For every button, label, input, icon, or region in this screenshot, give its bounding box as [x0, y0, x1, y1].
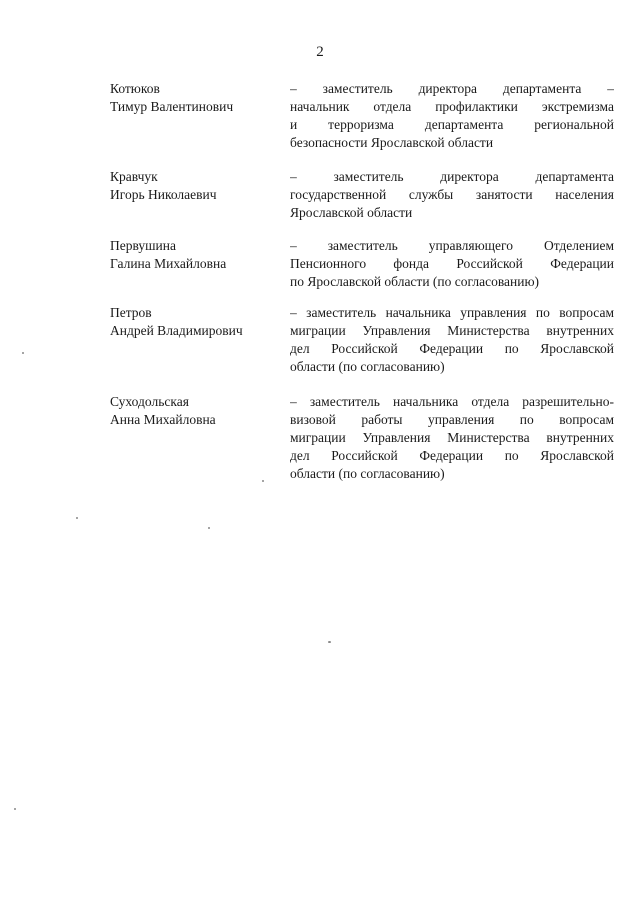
member-name — [110, 237, 275, 273]
position-line: безопасности Ярославской области — [290, 135, 494, 150]
position-line: – заместитель начальника управления по вопросам — [290, 305, 614, 320]
position-line: миграции Управления Министерства внутренних — [290, 323, 614, 338]
scan-speck — [14, 808, 16, 810]
scan-speck — [262, 480, 264, 482]
member-given-names: Андрей Владимирович — [110, 323, 243, 338]
member-position — [290, 304, 614, 376]
member-surname: Петров — [110, 305, 152, 320]
scan-speck — [328, 641, 331, 643]
position-line: миграции Управления Министерства внутренних — [290, 430, 614, 445]
member-position — [290, 393, 614, 483]
member-position — [290, 80, 614, 152]
position-line: – заместитель директора департамента – — [290, 81, 614, 96]
position-line: области (по согласованию) — [290, 466, 445, 481]
position-line: визовой работы управления по вопросам — [290, 412, 614, 427]
member-name — [110, 393, 275, 429]
member-surname: Котюков — [110, 81, 160, 96]
member-name — [110, 304, 275, 340]
position-line: Пенсионного фонда Российской Федерации — [290, 256, 614, 271]
member-position — [290, 168, 614, 222]
position-line: по Ярославской области (по согласованию) — [290, 274, 540, 289]
position-line: Ярославской области — [290, 205, 413, 220]
position-line: дел Российской Федерации по Ярославской — [290, 341, 614, 356]
member-surname: Первушина — [110, 238, 176, 253]
scan-speck — [208, 527, 210, 529]
position-line: – заместитель управляющего Отделением — [290, 238, 614, 253]
position-line: – заместитель директора департамента — [290, 169, 614, 184]
position-line: начальник отдела профилактики экстремизма — [290, 99, 614, 114]
member-given-names: Игорь Николаевич — [110, 187, 217, 202]
position-line: дел Российской Федерации по Ярославской — [290, 448, 614, 463]
position-line: государственной службы занятости населения — [290, 187, 614, 202]
page-number: 2 — [316, 44, 324, 60]
position-line: области (по согласованию) — [290, 359, 445, 374]
member-name — [110, 168, 275, 204]
member-given-names: Тимур Валентинович — [110, 99, 234, 114]
member-surname: Суходольская — [110, 394, 189, 409]
member-given-names: Галина Михайловна — [110, 256, 227, 271]
member-surname: Кравчук — [110, 169, 158, 184]
member-name — [110, 80, 275, 116]
member-position — [290, 237, 614, 291]
scan-speck — [76, 517, 78, 519]
position-line: – заместитель начальника отдела разрешительно- — [290, 394, 614, 409]
scan-speck — [22, 352, 24, 354]
member-given-names: Анна Михайловна — [110, 412, 216, 427]
position-line: и терроризма департамента региональной — [290, 117, 614, 132]
